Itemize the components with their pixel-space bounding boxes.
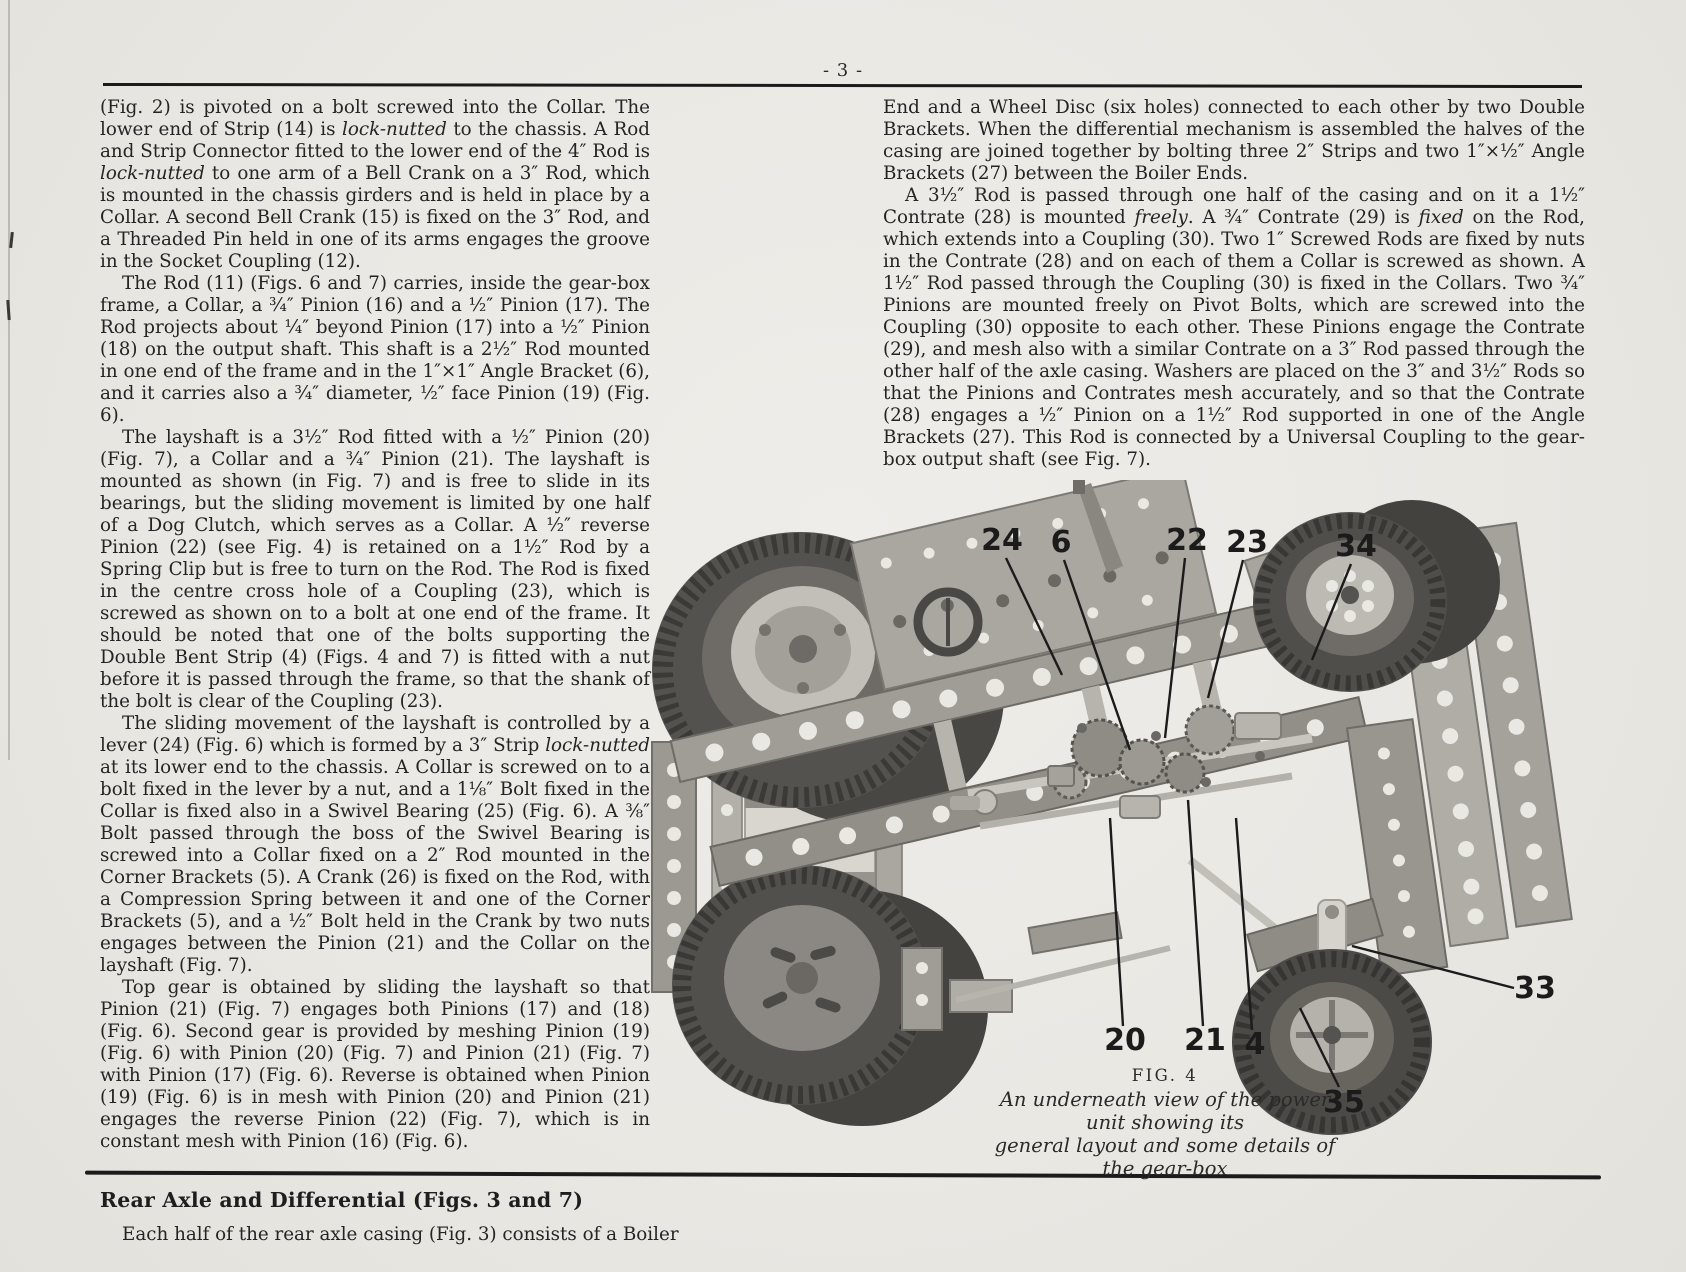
figure-callout-number: 4 bbox=[1244, 1027, 1266, 1062]
italic-text: lock-nutted bbox=[545, 735, 650, 756]
top-rule bbox=[103, 83, 1582, 88]
body-text: to one arm of a Bell Crank on a 3″ Rod, which is mounted in the chassis girders and is held in place by a Collar. A second Bell Crank (15) is fixed on the 3″ Rod, and a Threaded Pin held in one of its arms engages the groove in the Socket Coupling (12). bbox=[100, 163, 650, 272]
figure-callout-number: 23 bbox=[1226, 525, 1268, 560]
body-text: The sliding movement of the layshaft is controlled by a lever (24) (Fig. 6) which is formed by a 3″ Strip bbox=[100, 713, 650, 756]
body-text: Each half of the rear axle casing (Fig. 3) consists of a Boiler bbox=[122, 1224, 679, 1245]
italic-text: fixed bbox=[1418, 207, 1464, 228]
body-text: at its lower end to the chassis. A Collar is screwed on to a bolt fixed in the lever by a nut, and a 1⅛″ Bolt fixed in the Collar is fixed also in a Swivel Bearing (25) (Fig. 6). A ⅜″ Bolt passed through the boss of the Swivel Bearing is screwed into a Collar fixed on a 2″ Rod mounted in the Corner Brackets (5). A Crank (26) is fixed on the Rod, with a Compression Spring between it and one of the Corner Brackets (5), and a ½″ Bolt held in the Crank by two nuts engages between the Pinion (21) and the Collar on the layshaft (Fig. 7). bbox=[100, 757, 650, 976]
figure-caption-line1: An underneath view of the power unit showing its bbox=[999, 1088, 1331, 1134]
figure-text-wrap-spacer bbox=[650, 449, 800, 1189]
italic-text: freely bbox=[1134, 207, 1188, 228]
figure-caption-line2: general layout and some details of the gear-box bbox=[994, 1134, 1336, 1180]
body-text: to the chassis. A Rod and Strip Connector fitted to the lower end of the 4″ Rod is bbox=[100, 119, 650, 162]
italic-text: lock-nutted bbox=[100, 163, 205, 184]
figure-caption bbox=[990, 1066, 1340, 1180]
figure-callout-number: 34 bbox=[1335, 529, 1377, 564]
body-paragraph bbox=[100, 273, 800, 427]
figure-callout-line bbox=[1188, 800, 1203, 1026]
figure-callout-number: 22 bbox=[1166, 523, 1208, 558]
body-paragraph bbox=[100, 97, 800, 273]
figure-callout-number: 21 bbox=[1184, 1023, 1226, 1058]
figure-callout-number: 35 bbox=[1323, 1085, 1365, 1120]
body-paragraph bbox=[100, 1224, 800, 1246]
ink-mark bbox=[9, 232, 14, 248]
figure-callout-number: 24 bbox=[981, 523, 1023, 558]
body-text: The Rod (11) (Figs. 6 and 7) carries, inside the gear-box frame, a Collar, a ¾″ Pinion (16) and a ½″ Pinion (17). The Rod projects about ¼″ beyond Pinion (17) into a ½″ Pinion (18) on the output shaft. This shaft is a 2½″ Rod mounted in one end of the frame and in the 1″×1″ Angle Bracket (6), and it carries also a ¾″ diameter, ½″ face Pinion (19) (Fig. 6). bbox=[100, 273, 650, 426]
body-text: . A ¾″ Contrate (29) is bbox=[1187, 207, 1419, 228]
figure-caption-title: FIG. 4 bbox=[1131, 1066, 1199, 1085]
right-column bbox=[883, 97, 1585, 471]
page-edge-line bbox=[8, 0, 10, 760]
body-text: The layshaft is a 3½″ Rod fitted with a ½″ Pinion (20) (Fig. 7), a Collar and a ¾″ Pinion (21). The layshaft is mounted as shown (in Fig. 7) and is free to slide in its bearings, but the sliding movement is limited by one half of a Dog Clutch, which serves as a Collar. A ½″ reverse Pinion (22) (see Fig. 4) is retained on a 1½″ Rod by a Spring Clip but is free to turn on the Rod. The Rod is fixed in the centre cross hole of a Coupling (23), which is screwed as shown on to a bolt at one end of the frame. It should be noted that one of the bolts supporting the Double Bent Strip (4) (Figs. 4 and 7) is fitted with a nut before it is passed through the frame, so that the shank of the bolt is clear of the Coupling (23). bbox=[100, 427, 650, 712]
body-text: on the Rod, which extends into a Coupling (30). Two 1″ Screwed Rods are fixed by nuts in the Contrate (28) and on each of them a Collar is screwed as shown. A 1½″ Rod passed through the Coupling (30) is fixed in the Collars. Two ¾″ Pinions are mounted freely on Pivot Bolts, which are screwed into the Coupling (30) opposite to each other. These Pinions engage the Contrate (29), and mesh also with a similar Contrate on a 3″ Rod passed through the other half of the axle casing. Washers are placed on the 3″ and 3½″ Rods so that the Pinions and Contrates mesh accurately, and so that the Contrate (28) engages a ½″ Pinion on a 1½″ Rod supported in one of the Angle Brackets (27). This Rod is connected by a Universal Coupling to the gear-box output shaft (see Fig. 7). bbox=[883, 207, 1585, 470]
body-paragraph bbox=[883, 185, 1585, 471]
figure-callout-number: 20 bbox=[1104, 1023, 1146, 1058]
body-text: End and a Wheel Disc (six holes) connected to each other by two Double Brackets. When the differential mechanism is assembled the halves of the casing are joined together by bolting three 2″ Strips and two 1″×½″ Angle Brackets (27) between the Boiler Ends. bbox=[883, 97, 1585, 184]
left-column bbox=[100, 97, 800, 1246]
gearbox-cluster bbox=[950, 706, 1312, 958]
section-heading: Rear Axle and Differential (Figs. 3 and 7) bbox=[100, 1188, 584, 1212]
body-text: Top gear is obtained by sliding the layshaft so that Pinion (21) (Fig. 7) engages both Pinions (17) and (18) (Fig. 6). Second gear is provided by meshing Pinion (19) (Fig. 6) with Pinion (20) (Fig. 7) and Pinion (21) (Fig. 7) with Pinion (17) (Fig. 6). Reverse is obtained when Pinion (19) (Fig. 6) is in mesh with Pinion (20) and Pinion (21) engages the reverse Pinion (22) (Fig. 7), which is in constant mesh with Pinion (16) (Fig. 6). bbox=[100, 977, 650, 1152]
italic-text: lock-nutted bbox=[342, 119, 447, 140]
figure-callout-number: 6 bbox=[1050, 525, 1072, 560]
ink-mark bbox=[6, 300, 10, 320]
body-paragraph bbox=[883, 97, 1585, 185]
page-number: - 3 - bbox=[822, 60, 864, 81]
body-text: A 3½″ Rod is passed through one half of the casing and on it a 1½″ Contrate (28) is mounted bbox=[883, 185, 1585, 228]
figure-callout-number: 33 bbox=[1514, 971, 1556, 1006]
body-text: (Fig. 2) is pivoted on a bolt screwed into the Collar. The lower end of Strip (14) is bbox=[100, 97, 650, 140]
